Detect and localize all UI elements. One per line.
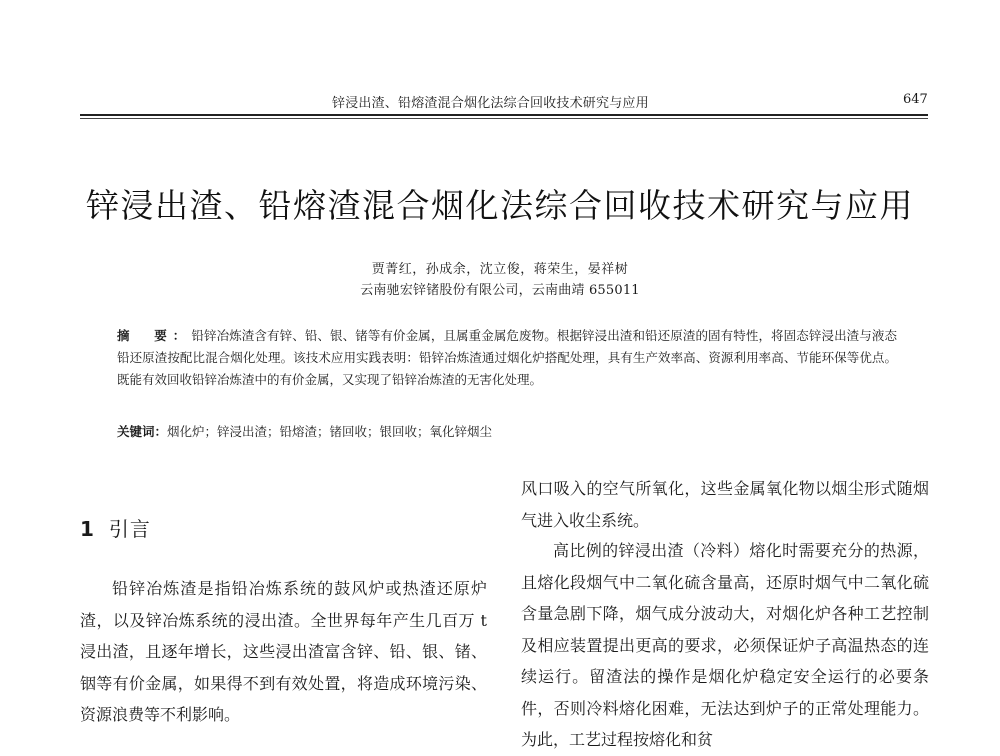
header-rule-thick — [80, 114, 928, 116]
body-paragraph-left: 铅锌冶炼渣是指铅冶炼系统的鼓风炉或热渣还原炉渣，以及锌冶炼系统的浸出渣。全世界每年产生几百万 t 浸出渣，且逐年增长，这些浸出渣富含锌、铅、银、锗、铟等有价金属，如果得不到有效处置，将造成环境污染、资源浪费等不利影响。 — [80, 579, 487, 724]
body-paragraph-right-1: 风口吸入的空气所氧化，这些金属氧化物以烟尘形式随烟气进入收尘系统。 — [521, 479, 929, 530]
section-number: 1 — [80, 517, 95, 541]
body-paragraph-right-2: 高比例的锌浸出渣（冷料）熔化时需要充分的热源，且熔化段烟气中二氧化硫含量高，还原时烟气中二氧化硫含量急剧下降，烟气成分波动大，对烟化炉各种工艺控制及相应装置提出更高的要求，必须保证炉子高温热态的连续运行。留渣法的操作是烟化炉稳定安全运行的必要条件，否则冷料熔化困难，无法达到炉子的正常处理能力。为此，工艺过程按熔化和贫 — [521, 541, 929, 749]
abstract — [117, 325, 897, 391]
header-rule-thin — [80, 118, 928, 119]
section-heading — [80, 513, 151, 542]
abstract-label: 摘 要： — [117, 328, 192, 343]
keywords — [117, 421, 897, 443]
abstract-text: 铅锌冶炼渣含有锌、铅、银、锗等有价金属，且属重金属危废物。根据锌浸出渣和铅还原渣的固有特性，将固态锌浸出渣与液态铅还原渣按配比混合烟化处理。该技术应用实践表明：铅锌冶炼渣通过烟化炉搭配处理，具有生产效率高、资源利用率高、节能环保等优点。既能有效回收铅锌冶炼渣中的有价金属，又实现了铅锌冶炼渣的无害化处理。 — [117, 328, 897, 387]
page-number: 647 — [903, 92, 928, 107]
affiliation: 云南驰宏锌锗股份有限公司，云南曲靖 655011 — [360, 283, 640, 298]
paper-title: 锌浸出渣、铅熔渣混合烟化法综合回收技术研究与应用 — [86, 186, 914, 225]
author-list: 贾菁红，孙成余，沈立俊，蒋荣生，晏祥树 — [371, 262, 629, 277]
keywords-text: 烟化炉；锌浸出渣；铅熔渣；锗回收；银回收；氧化锌烟尘 — [167, 424, 493, 439]
section-title: 引言 — [108, 517, 151, 541]
keywords-label: 关键词： — [117, 424, 168, 439]
running-header-title: 锌浸出渣、铅熔渣混合烟化法综合回收技术研究与应用 — [332, 96, 649, 111]
